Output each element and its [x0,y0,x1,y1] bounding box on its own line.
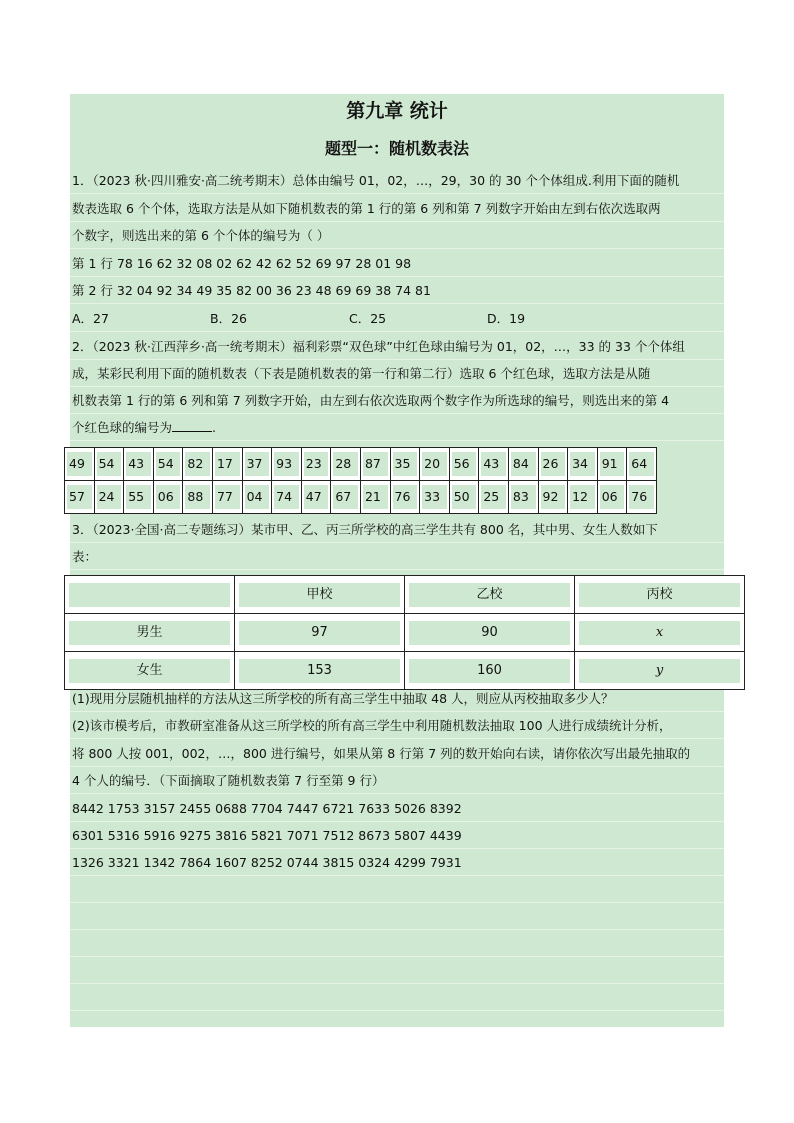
random-row-8: 6301 5316 5916 9275 3816 5821 7071 7512 8673 5807 4439 [70,823,724,849]
female-school-b: 160 [409,659,570,683]
random-cell: 76 [629,485,654,509]
random-cell: 21 [363,485,388,509]
header-cell-school-c: 丙校 [579,583,740,607]
random-cell: 37 [245,452,270,476]
q1-line-3: 个数字，则选出来的第 6 个个体的编号为（ ） [70,223,724,249]
q3-part-2-line-3: 4 个人的编号．（下面摘取了随机数表第 7 行至第 9 行） [70,768,724,794]
random-cell: 50 [452,485,477,509]
random-cell: 55 [126,485,151,509]
q1-random-row-1: 第 1 行 78 16 62 32 08 02 62 42 62 52 69 97 28 01 98 [70,251,724,277]
table-row-male [65,614,745,652]
random-cell: 54 [97,452,122,476]
q3-line-1: 3．（2023·全国·高二专题练习）某市甲、乙、丙三所学校的高三学生共有 800 名，其中男、女生人数如下 [70,517,724,543]
random-cell: 23 [304,452,329,476]
section-title: 题型一：随机数表法 [324,139,469,158]
q1-line-2: 数表选取 6 个个体，选取方法是从如下随机数表的第 1 行的第 6 列和第 7 列数字开始由左到右依次选取两 [70,196,724,222]
random-cell: 17 [215,452,240,476]
random-cell: 04 [245,485,270,509]
random-cell: 43 [481,452,506,476]
female-school-a: 153 [239,659,400,683]
random-cell: 82 [185,452,210,476]
q3-line-2: 表： [70,544,724,570]
male-school-b: 90 [409,621,570,645]
random-cell: 20 [422,452,447,476]
random-cell: 49 [67,452,92,476]
table-header-row [65,576,745,614]
answer-blank [172,417,212,432]
q1-option-d: D．19 [487,311,526,326]
q2-line-4-suffix: . [212,420,216,435]
random-cell: 87 [363,452,388,476]
blank-answer-line [70,877,724,903]
q1-option-c: C．25 [349,311,387,326]
random-cell: 12 [570,485,595,509]
blank-answer-line [70,931,724,957]
row-label-female: 女生 [69,659,230,683]
random-cell: 76 [393,485,418,509]
random-cell: 06 [600,485,625,509]
random-cell: 35 [393,452,418,476]
random-table-row-1 [65,448,657,481]
q3-part-2-line-2: 将 800 人按 001，002，…，800 进行编号，如果从第 8 行第 7 列的数开始向右读，请你依次写出最先抽取的 [70,741,724,767]
q1-option-a: A．27 [72,311,109,326]
blank-answer-line [70,904,724,930]
q2-line-4 [70,415,724,441]
male-school-c: x [579,621,740,645]
random-cell: 92 [541,485,566,509]
random-row-9: 1326 3321 1342 7864 1607 8252 0744 3815 0324 4299 7931 [70,850,724,876]
random-cell: 28 [333,452,358,476]
q1-line-1: 1．（2023 秋·四川雅安·高二统考期末）总体由编号 01，02，…，29，30 的 30 个个体组成.利用下面的随机 [70,168,724,194]
random-cell: 74 [274,485,299,509]
header-cell-empty [69,583,230,607]
blank-answer-line [70,985,724,1011]
random-table-row-2 [65,481,657,514]
random-cell: 57 [67,485,92,509]
female-school-c: y [579,659,740,683]
random-number-table [64,447,657,514]
random-cell: 84 [511,452,536,476]
blank-answer-line [70,958,724,984]
random-cell: 06 [156,485,181,509]
q1-option-b: B．26 [210,311,247,326]
random-cell: 25 [481,485,506,509]
q2-line-4-prefix: 个红色球的编号为 [72,420,173,435]
random-cell: 56 [452,452,477,476]
header-cell-school-a: 甲校 [239,583,400,607]
random-cell: 93 [274,452,299,476]
q3-part-2-line-1: (2)该市模考后，市教研室准备从这三所学校的所有高三学生中利用随机数法抽取 100 人进行成绩统计分析， [70,713,724,739]
row-label-male: 男生 [69,621,230,645]
header-cell-school-b: 乙校 [409,583,570,607]
q1-options [70,306,724,332]
random-row-7: 8442 1753 3157 2455 0688 7704 7447 6721 7633 5026 8392 [70,796,724,822]
random-cell: 24 [97,485,122,509]
random-cell: 26 [541,452,566,476]
q2-line-1: 2．（2023 秋·江西萍乡·高一统考期末）福利彩票“双色球”中红色球由编号为 01，02，…，33 的 33 个个体组 [70,334,724,360]
random-cell: 34 [570,452,595,476]
q1-random-row-2: 第 2 行 32 04 92 34 49 35 82 00 36 23 48 69 69 38 74 81 [70,278,724,304]
chapter-title: 第九章 统计 [346,100,448,122]
random-cell: 67 [333,485,358,509]
q3-part-1: (1)现用分层随机抽样的方法从这三所学校的所有高三学生中抽取 48 人，则应从丙校抽取多少人？ [70,686,724,712]
random-cell: 83 [511,485,536,509]
random-cell: 88 [185,485,210,509]
random-cell: 91 [600,452,625,476]
random-cell: 64 [629,452,654,476]
school-gender-table [64,575,745,690]
table-row-female [65,652,745,690]
random-cell: 54 [156,452,181,476]
random-cell: 77 [215,485,240,509]
random-cell: 33 [422,485,447,509]
q2-line-2: 成，某彩民利用下面的随机数表（下表是随机数表的第一行和第二行）选取 6 个红色球，选取方法是从随 [70,361,724,387]
random-cell: 43 [126,452,151,476]
male-school-a: 97 [239,621,400,645]
random-cell: 47 [304,485,329,509]
q2-line-3: 机数表第 1 行的第 6 列和第 7 列数字开始，由左到右依次选取两个数字作为所选球的编号，则选出来的第 4 [70,388,724,414]
